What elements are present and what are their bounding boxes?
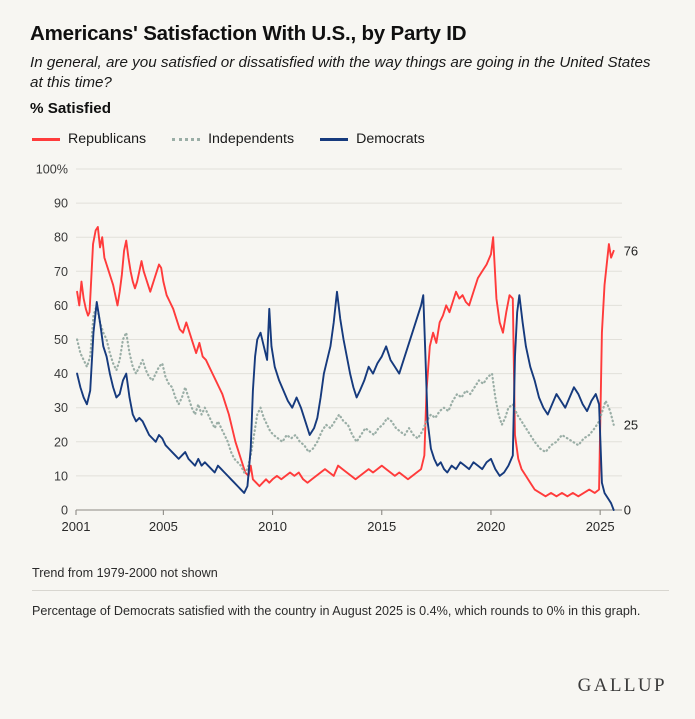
line-chart (30, 157, 670, 552)
y-axis-tick-label: 10 (53, 469, 68, 484)
trend-note: Trend from 1979-2000 not shown (32, 566, 218, 581)
y-axis-tick-label: 80 (53, 230, 68, 245)
y-axis-tick-label: 90 (53, 196, 68, 211)
x-axis-tick-label: 2020 (476, 519, 506, 535)
gallup-logo: GALLUP (577, 675, 667, 696)
legend-label-democrats: Democrats (356, 131, 425, 148)
y-axis-tick-label: 100% (35, 162, 68, 177)
legend-swatch-republicans (32, 138, 60, 141)
x-axis-tick-label: 2010 (258, 519, 288, 535)
legend-item-republicans (32, 131, 146, 147)
detail-note: Percentage of Democrats satisfied with the country in August 2025 is 0.4%, which rounds to 0% in this graph. (32, 604, 641, 619)
page-title: Americans' Satisfaction With U.S., by Party ID (30, 22, 467, 45)
end-label-republicans: 76 (623, 243, 639, 259)
chart-subtitle: In general, are you satisfied or dissatisfied with the way things are going in the United States at this time? (30, 54, 651, 92)
series-line-republicans (77, 227, 614, 496)
series-line-independents (77, 306, 614, 473)
legend-label-republicans: Republicans (68, 131, 147, 148)
y-axis-tick-label: 30 (53, 401, 68, 416)
y-axis-tick-label: 60 (53, 299, 68, 314)
chart-svg (30, 157, 670, 552)
legend-item-independents (172, 131, 294, 147)
x-axis-tick-label: 2025 (585, 519, 615, 535)
end-label-democrats: 0 (623, 502, 631, 518)
x-axis-tick-label: 2001 (61, 519, 91, 535)
y-axis-tick-label: 50 (53, 333, 68, 348)
y-axis-tick-label: 70 (53, 264, 68, 279)
x-axis-tick-label: 2015 (367, 519, 397, 535)
legend-item-democrats (320, 131, 425, 147)
x-axis-tick-label: 2005 (148, 519, 178, 535)
measure-label: % Satisfied (30, 100, 112, 118)
legend-swatch-independents (172, 138, 200, 141)
y-axis-tick-label: 20 (53, 435, 68, 450)
chart-notes (30, 566, 669, 620)
y-axis-tick-label: 40 (53, 367, 68, 382)
series-line-democrats (77, 292, 614, 510)
legend-swatch-democrats (320, 138, 348, 141)
legend-label-independents: Independents (208, 131, 295, 148)
y-axis-tick-label: 0 (60, 503, 68, 518)
note-divider (32, 590, 669, 591)
end-label-independents: 25 (623, 417, 639, 433)
chart-legend (32, 131, 669, 147)
